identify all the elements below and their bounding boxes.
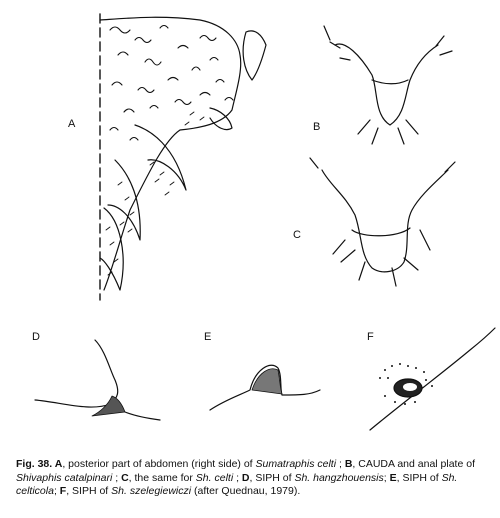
caption-segment: , posterior part of abdomen (right side) of (62, 458, 256, 470)
caption-segment: Sh. hangzhouensis (294, 471, 384, 484)
caption-segment: A (52, 458, 63, 470)
caption-segment: Shivaphis catalpinari (16, 471, 113, 484)
caption-segment: (after Quednau, 1979). (191, 485, 301, 497)
caption-segment: ; (383, 471, 390, 484)
figure-caption (16, 458, 488, 499)
caption-fig-label: Fig. 38. (16, 458, 53, 470)
caption-segment: B (344, 458, 353, 470)
panel-c-drawing (310, 158, 455, 286)
panel-label-e: E (204, 331, 212, 343)
caption-segment: ; (336, 458, 345, 470)
caption-segment: F (59, 485, 67, 497)
caption-segment: , SIPH of (249, 471, 295, 484)
caption-segment: , SIPH of (396, 471, 442, 484)
panel-a-drawing (100, 14, 266, 300)
caption-segment: ; (53, 485, 60, 497)
caption-segment: ; (233, 471, 242, 484)
caption-segment: , SIPH of (66, 485, 112, 497)
panel-label-d: D (32, 331, 40, 343)
panel-label-c: C (293, 229, 301, 241)
caption-text (16, 458, 475, 497)
panel-e-drawing (210, 365, 320, 410)
caption-segment: Sumatraphis celti (255, 458, 337, 470)
caption-segment: C (121, 471, 129, 484)
caption-segment: D (241, 471, 250, 484)
panel-f-drawing (370, 328, 495, 430)
caption-segment: , CAUDA and anal plate of (352, 458, 475, 470)
panel-label-b: B (313, 121, 321, 133)
caption-segment: ; (112, 471, 122, 484)
caption-segment: Sh. szelegiewiczi (111, 485, 192, 497)
panel-label-a: A (68, 118, 76, 130)
panel-b-drawing (324, 26, 452, 144)
panel-d-drawing (35, 340, 160, 420)
caption-segment: , the same for (128, 471, 196, 484)
panel-label-f: F (367, 331, 374, 343)
caption-segment: Sh. celti (195, 471, 234, 484)
caption-segment: Sh. celticola (16, 471, 458, 497)
caption-segment: E (389, 471, 397, 484)
